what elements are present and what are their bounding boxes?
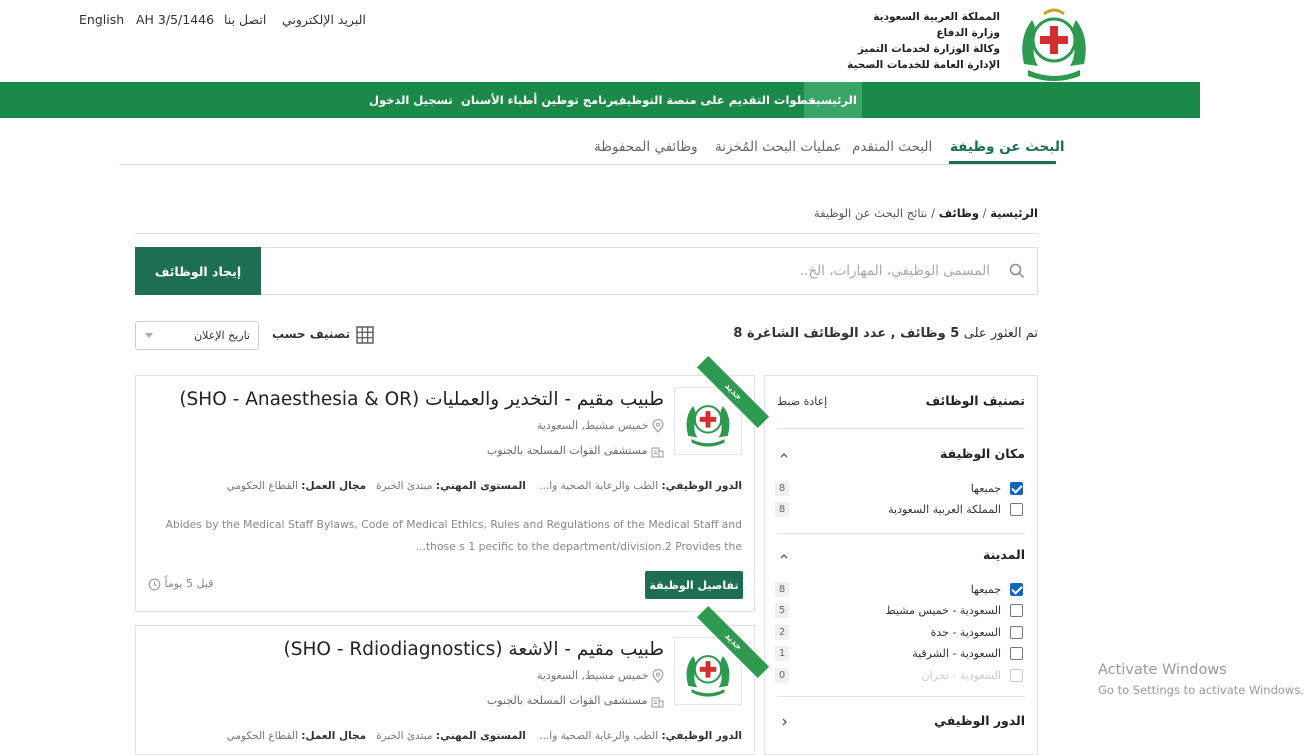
divider (777, 533, 1025, 534)
tab-saved-jobs[interactable]: وظائفي المحفوظة (594, 139, 698, 155)
filter-option-count: 2 (775, 625, 789, 640)
chevron-left-icon[interactable] (779, 717, 789, 727)
job-card (135, 375, 755, 612)
nav-dentists-program[interactable]: برنامج توطين أطباء الأسنان (461, 93, 619, 107)
chevron-up-icon[interactable] (779, 551, 789, 561)
level-label: المستوى المهني: (435, 480, 526, 492)
new-badge: جديد (697, 356, 769, 428)
filter-option-label: السعودية - نجران (921, 669, 1001, 682)
sort-selected-value: تاريخ الإعلان (194, 329, 250, 342)
org-line-3: وكالة الوزارة لخدمات التميز (857, 43, 1000, 55)
field-value: القطاع الحكومي (226, 730, 298, 742)
results-vacancies-count: 8 (733, 326, 743, 341)
filter-city-najran (775, 667, 1023, 685)
filter-option-label: السعودية - الشرقية (912, 647, 1001, 660)
filter-option-count: 8 (775, 502, 789, 517)
filter-location-saudi[interactable] (775, 501, 1023, 519)
job-hospital-text: مستشفى القوات المسلحة بالجنوب (486, 444, 648, 457)
english-language-link[interactable]: English (79, 12, 125, 27)
ministry-logo[interactable] (1014, 4, 1094, 80)
org-line-4: الإدارة العامة للخدمات الصحية (847, 59, 1000, 71)
chevron-down-icon (145, 333, 153, 338)
chevron-up-icon[interactable] (779, 450, 789, 460)
filter-option-label: السعودية - جدة (930, 626, 1001, 639)
new-badge: جديد (697, 606, 769, 678)
filter-option-label: جميعها (970, 583, 1001, 596)
checkbox[interactable] (1010, 503, 1023, 516)
role-value: الطب والرعاية الصحية وا... (539, 730, 659, 742)
filter-city-all[interactable] (775, 581, 1023, 599)
filter-option-count: 8 (775, 481, 789, 496)
results-prefix: تم العثور على (963, 326, 1038, 341)
filter-panel-title: تصنيف الوظائف (925, 393, 1025, 408)
job-details-button[interactable]: تفاصيل الوظيفة (645, 571, 743, 599)
level-label: المستوى المهني: (435, 730, 526, 742)
job-hospital-text: مستشفى القوات المسلحة بالجنوب (486, 694, 648, 707)
filter-option-label: جميعها (970, 482, 1001, 495)
checkbox[interactable] (1010, 482, 1023, 495)
activate-windows-hint: Go to Settings to activate Windows. (1098, 683, 1304, 697)
building-icon (651, 695, 664, 708)
breadcrumb (814, 206, 1038, 220)
organization-name (847, 9, 1000, 73)
filter-city-eastern[interactable] (775, 645, 1023, 663)
job-search-input[interactable] (270, 248, 990, 294)
level-value: مبتدئ الخبرة (376, 730, 433, 742)
divider (135, 233, 1038, 234)
field-value: القطاع الحكومي (226, 480, 298, 492)
org-line-1: المملكة العربية السعودية (873, 11, 1000, 23)
job-card (135, 625, 755, 755)
divider (777, 428, 1025, 429)
filter-city-khamis[interactable] (775, 602, 1023, 620)
role-value: الطب والرعاية الصحية وا... (539, 480, 659, 492)
top-header (0, 0, 1200, 82)
email-link[interactable]: البريد الإلكتروني (282, 12, 366, 27)
filter-panel (764, 375, 1038, 755)
breadcrumb-jobs[interactable]: وظائف (938, 206, 980, 220)
checkbox[interactable] (1010, 647, 1023, 660)
reset-filters-button[interactable]: إعادة ضبط (777, 395, 828, 408)
breadcrumb-home[interactable]: الرئيسية (990, 206, 1038, 220)
nav-home[interactable]: الرئيسية (804, 82, 862, 118)
job-location (537, 419, 664, 433)
job-location-text: خميس مشيط, السعودية (536, 669, 649, 682)
grid-view-icon[interactable] (356, 326, 374, 344)
job-location-text: خميس مشيط, السعودية (536, 419, 649, 432)
results-summary (733, 326, 1038, 341)
results-found-count: 5 (950, 326, 960, 341)
breadcrumb-separator: / (927, 206, 939, 220)
job-location (537, 669, 664, 683)
divider (777, 696, 1025, 697)
location-pin-icon (652, 420, 664, 433)
checkbox[interactable] (1010, 604, 1023, 617)
checkbox[interactable] (1010, 583, 1023, 596)
building-icon (651, 445, 664, 458)
filter-option-count: 5 (775, 603, 789, 618)
location-pin-icon (652, 670, 664, 683)
tab-advanced-search[interactable]: البحث المتقدم (852, 139, 933, 155)
job-description: Abides by the Medical Staff Bylaws, Code of Medical Ethics, Rules and Regulations of the Medical Staff and those s 1 pecific to the department/division.2 Provides the... (165, 518, 742, 553)
breadcrumb-current: نتائج البحث عن الوظيفة (814, 206, 928, 220)
breadcrumb-separator: / (979, 206, 991, 220)
filter-option-count: 0 (775, 668, 789, 683)
filter-location-title: مكان الوظيفة (940, 446, 1025, 461)
tab-job-search[interactable]: البحث عن وظيفة (950, 139, 1065, 155)
filter-option-label: المملكة العربية السعودية (888, 503, 1001, 516)
tab-saved-searches[interactable]: عمليات البحث المُخزنة (715, 139, 842, 155)
clock-icon (148, 578, 161, 591)
search-icon (1009, 263, 1025, 279)
activate-windows-watermark: Activate Windows (1098, 662, 1227, 678)
filter-option-label: السعودية - خميس مشيط (885, 604, 1001, 617)
org-line-2: وزارة الدفاع (936, 27, 1000, 39)
filter-role-title: الدور الوظيفي (934, 713, 1025, 728)
contact-us-link[interactable]: اتصل بنا (224, 12, 267, 27)
role-label: الدور الوظيفي: (661, 730, 742, 742)
field-label: مجال العمل: (301, 730, 367, 742)
find-jobs-button[interactable]: إيجاد الوظائف (135, 247, 261, 295)
level-value: مبتدئ الخبرة (376, 480, 433, 492)
main-navigation (0, 82, 1200, 118)
field-label: مجال العمل: (301, 480, 367, 492)
checkbox[interactable] (1010, 626, 1023, 639)
job-meta (227, 730, 742, 742)
results-middle: وظائف , عدد الوظائف الشاغرة (746, 326, 946, 341)
posted-time-text: قبل 5 يوماً (164, 577, 214, 590)
job-hospital (487, 444, 664, 458)
role-label: الدور الوظيفي: (661, 480, 742, 492)
filter-option-count: 8 (775, 582, 789, 597)
job-meta (227, 480, 742, 492)
job-hospital (487, 694, 664, 708)
nav-application-steps[interactable]: خطوات التقديم على منصة التوظيف (613, 93, 817, 107)
search-box (260, 247, 1038, 295)
filter-city-title: المدينة (983, 547, 1025, 562)
filter-location-all[interactable] (775, 480, 1023, 498)
sort-label: تصنيف حسب (272, 327, 351, 341)
checkbox (1010, 669, 1023, 682)
filter-option-count: 1 (775, 646, 789, 661)
active-tab-indicator (949, 161, 1056, 164)
job-title[interactable]: طبيب مقيم - التخدير والعمليات (SHO - Anaesthesia & OR) (179, 389, 664, 410)
hijri-date: AH 3/5/1446 (136, 12, 215, 27)
nav-login[interactable]: تسجيل الدخول (369, 93, 453, 107)
filter-city-jeddah[interactable] (775, 624, 1023, 642)
search-tabs (119, 118, 1065, 165)
job-title[interactable]: طبيب مقيم - الاشعة (SHO - Rdiodiagnostics) (283, 639, 664, 660)
posted-time (148, 577, 213, 591)
sort-select[interactable] (135, 321, 259, 350)
